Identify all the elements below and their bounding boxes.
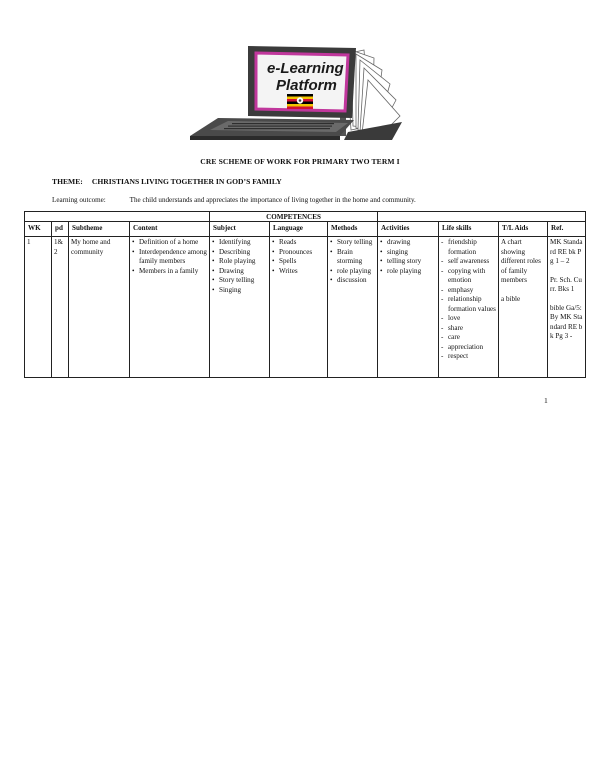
list-item: • Singing	[212, 286, 267, 296]
list-item: • Members in a family	[132, 267, 207, 277]
table-row	[25, 237, 586, 378]
list-item: • singing	[380, 248, 436, 258]
header-ref: Ref.	[548, 222, 586, 237]
list-item: • Describing	[212, 248, 267, 258]
header-methods: Methods	[328, 222, 378, 237]
ref-item: MK Standard RE bk Pg 1 – 2	[550, 238, 583, 265]
cell-wk: 1	[25, 237, 52, 378]
list-item: - emphasy	[441, 286, 496, 296]
list-item: - respect	[441, 352, 496, 362]
list-item: - care	[441, 333, 496, 343]
header-activities: Activities	[378, 222, 439, 237]
cell-activities	[378, 237, 439, 378]
list-item: • Writes	[272, 267, 325, 277]
ref-item: bible Ga/5:By MK Standard RE bk Pg 3 -	[550, 303, 583, 340]
list-item: • Role playing	[212, 257, 267, 267]
list-item: • discussion	[330, 276, 375, 286]
cell-content	[130, 237, 210, 378]
list-item: • Spells	[272, 257, 325, 267]
cell-subtheme: My home and community	[69, 237, 130, 378]
e-learning-platform-logo	[188, 40, 418, 142]
cell-subject	[210, 237, 270, 378]
competences-header-row	[25, 212, 586, 222]
cell-methods	[328, 237, 378, 378]
list-item: • Story telling	[212, 276, 267, 286]
list-item: - self awareness	[441, 257, 496, 267]
cell-language	[270, 237, 328, 378]
scheme-of-work-table	[24, 211, 586, 378]
list-item: - friendship formation	[441, 238, 496, 257]
list-item: - relationship formation values	[441, 295, 496, 314]
column-header-row	[25, 222, 586, 237]
list-item: • Interdependence among family members	[132, 248, 207, 267]
learning-outcome-label: Learning outcome:	[52, 196, 106, 204]
list-item: • Identifying	[212, 238, 267, 248]
logo-line-1: e-Learning	[267, 60, 344, 77]
cell-ref	[548, 237, 586, 378]
header-pd: pd	[52, 222, 69, 237]
learning-outcome-line	[52, 196, 416, 204]
list-item: - share	[441, 324, 496, 334]
list-item: • Story telling	[330, 238, 375, 248]
list-item: - appreciation	[441, 343, 496, 353]
header-subject: Subject	[210, 222, 270, 237]
header-subtheme: Subtheme	[69, 222, 130, 237]
ref-item: Pr. Sch. Curr. Bks 1	[550, 275, 582, 293]
tl-aid-item: a bible	[501, 294, 521, 303]
list-item: • Pronounces	[272, 248, 325, 258]
tl-aid-item: A chart showing different roles of family members	[501, 238, 541, 284]
page-number: 1	[544, 396, 548, 405]
header-language: Language	[270, 222, 328, 237]
learning-outcome-value: The child understands and appreciates the importance of living together in the home and community.	[129, 196, 416, 204]
list-item: • Reads	[272, 238, 325, 248]
header-wk: WK	[25, 222, 52, 237]
list-item: • Definition of a home	[132, 238, 207, 248]
header-content: Content	[130, 222, 210, 237]
list-item: • Drawing	[212, 267, 267, 277]
cell-pd: 1& 2	[52, 237, 69, 378]
header-life-skills: Life skills	[439, 222, 499, 237]
logo-line-2: Platform	[276, 77, 337, 94]
header-tl-aids: T/L Aids	[499, 222, 548, 237]
list-item: - love	[441, 314, 496, 324]
list-item: • role playing	[330, 267, 375, 277]
theme-label: THEME:	[52, 177, 83, 186]
list-item: • drawing	[380, 238, 436, 248]
cell-tl-aids	[499, 237, 548, 378]
competences-header: COMPETENCES	[210, 212, 378, 222]
uganda-flag-icon	[287, 94, 313, 109]
list-item: - copying with emotion	[441, 267, 496, 286]
list-item: • Brain storming	[330, 248, 375, 267]
blank-header-cell	[378, 212, 586, 222]
cell-life-skills	[439, 237, 499, 378]
theme-value: CHRISTIANS LIVING TOGETHER IN GOD’S FAMILY	[91, 177, 282, 186]
list-item: • telling story	[380, 257, 436, 267]
document-title: CRE SCHEME OF WORK FOR PRIMARY TWO TERM I	[200, 157, 400, 166]
blank-header-cell	[25, 212, 210, 222]
list-item: • role playing	[380, 267, 436, 277]
theme-line	[52, 177, 282, 186]
